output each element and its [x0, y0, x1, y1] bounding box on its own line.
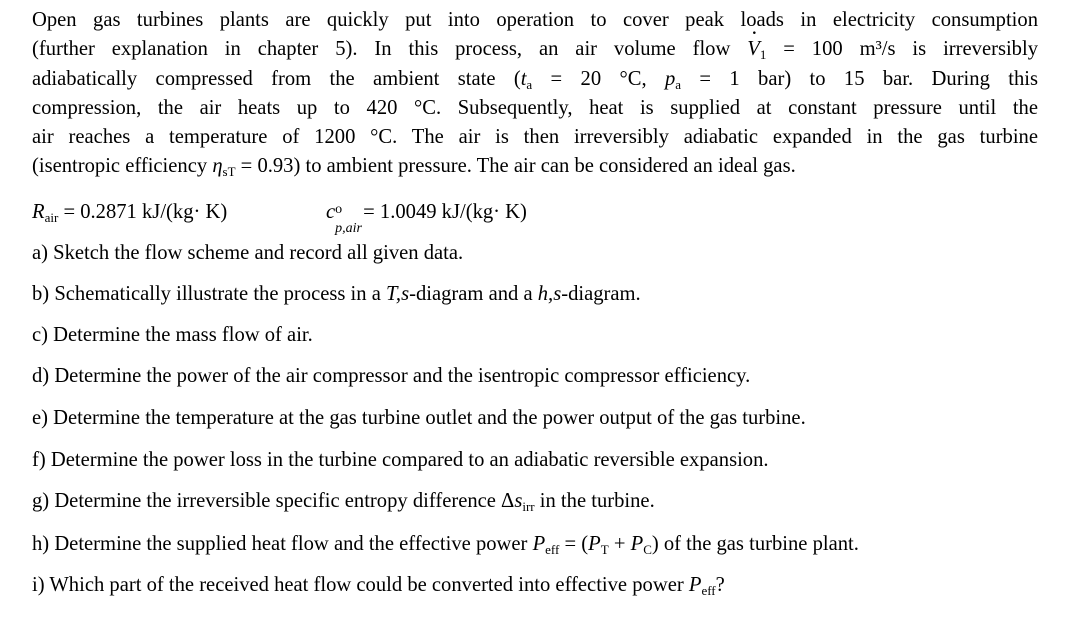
specific-heat: c o p,air = 1.0049 kJ/(kg· K) [326, 201, 527, 236]
statement-line-2: (further explanation in chapter 5). In this process, an air volume flow · $V_1 = 100$ m³/s is irreversibly [32, 35, 1038, 64]
question-f: f) Determine the power loss in the turbine compared to an adiabatic reversible expansion. [32, 449, 769, 471]
question-c: c) Determine the mass flow of air. [32, 324, 313, 346]
statement-line-4: compression, the air heats up to 420 °C. Subsequently, heat is supplied at constant pressure until the [32, 96, 1038, 119]
question-e: e) Determine the temperature at the gas turbine outlet and the power output of the gas turbine. [32, 407, 806, 429]
question-b: b) Schematically illustrate the process in a T,s-diagram and a h,s-diagram. [32, 283, 641, 305]
question-a: a) Sketch the flow scheme and record all given data. [32, 242, 464, 264]
statement-line-3: adiabatically compressed from the ambient state ($t_a = 20$ °C, $p_a = 1$ bar) to 15 bar. During this [32, 67, 1038, 92]
question-i: i) Which part of the received heat flow could be converted into effective power $P_{eff}$? [32, 574, 725, 598]
question-g: g) Determine the irreversible specific entropy difference $\Delta s_{irr}$ in the turbine. [32, 490, 655, 514]
question-h: h) Determine the supplied heat flow and the effective power $P_{eff} = (P_T + P_C)$ of the gas turbine plant. [32, 533, 859, 557]
problem-statement [32, 6, 1038, 182]
gas-constant: $R_{air} = 0.2871$ kJ/(kg· K) [32, 201, 228, 225]
statement-line-5: air reaches a temperature of 1200 °C. The air is then irreversibly adiabatic expanded in the gas turbine [32, 126, 1038, 149]
statement-line-1: Open gas turbines plants are quickly put into operation to cover peak loads in electricity consumption [32, 9, 1038, 31]
statement-line-6: (isentropic efficiency $\eta_{sT} = 0.93$) to ambient pressure. The air can be considered an ideal gas. [32, 155, 796, 180]
volume-flow-symbol: · V [747, 35, 760, 64]
given-constants [32, 197, 1032, 236]
question-d: d) Determine the power of the air compressor and the isentropic compressor efficiency. [32, 365, 751, 387]
